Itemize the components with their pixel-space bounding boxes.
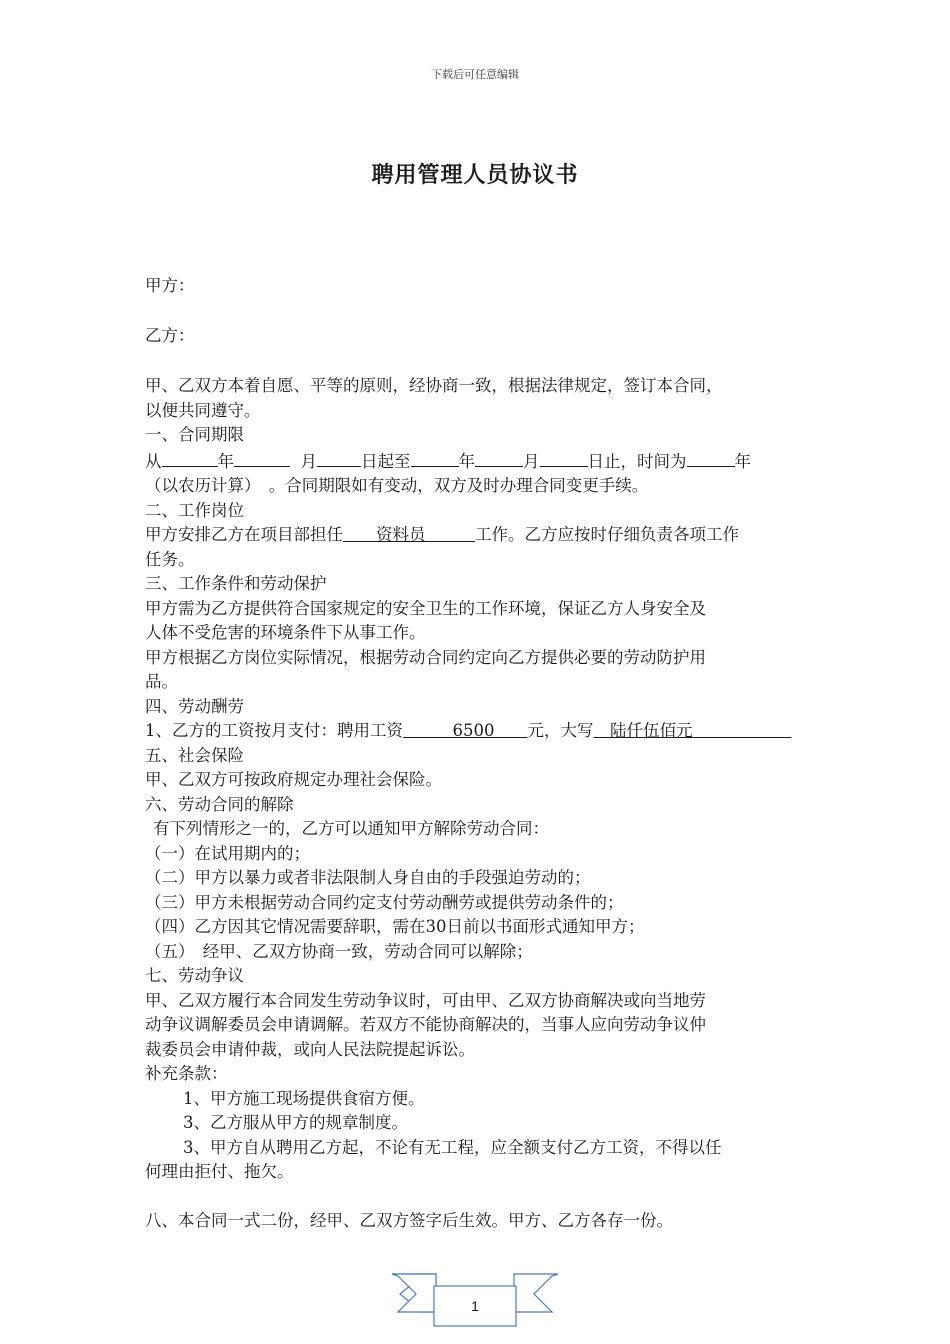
conditions-p1-line-2: 人体不受危害的环境条件下从事工作。 xyxy=(145,623,426,642)
party-a-label: 甲方： xyxy=(145,276,195,295)
section-5-title: 五、社会保险 xyxy=(145,745,244,765)
blank-end-month xyxy=(475,448,523,467)
salary-line xyxy=(145,719,810,744)
supplementary-item: 3、甲方自从聘用乙方起，不论有无工程，应全额支付乙方工资，不得以任 xyxy=(183,1137,722,1157)
salary-amount-uppercase: 陆仟伍佰元 xyxy=(593,721,792,740)
blank-start-day xyxy=(317,448,361,467)
position-line xyxy=(145,523,810,548)
term-year-3: 年 xyxy=(734,451,751,471)
section-7-title: 七、劳动争议 xyxy=(145,966,244,985)
page-number-ribbon xyxy=(390,1272,560,1344)
blank-start-month xyxy=(234,448,290,467)
term-day-from: 日起至 xyxy=(361,451,411,471)
section-6-title: 六、劳动合同的解除 xyxy=(145,794,294,814)
term-line-2: （以农历计算） 。合同期限如有变动，双方及时办理合同变更手续。 xyxy=(145,476,649,495)
blank-start-year xyxy=(162,448,218,467)
conditions-p2-line-1: 甲方根据乙方岗位实际情况，根据劳动合同约定向乙方提供必要的劳动防护用 xyxy=(145,647,706,667)
contract-body xyxy=(145,374,810,1233)
termination-item: （二）甲方以暴力或者非法限制人身自由的手段强迫劳动的； xyxy=(145,868,591,887)
salary-amount: 6500 xyxy=(403,721,528,740)
ribbon-left-fold xyxy=(392,1274,436,1312)
blank-end-year xyxy=(411,448,459,467)
intro-line-2: 以便共同遵守。 xyxy=(145,400,261,420)
section-8-line: 八、本合同一式二份，经甲、乙双方签字后生效。甲方、乙方各存一份。 xyxy=(145,1210,673,1230)
dispute-line-1: 甲、乙双方履行本合同发生劳动争议时，可由甲、乙双方协商解决或向当地劳 xyxy=(145,990,706,1010)
blank-end-day xyxy=(540,448,588,467)
termination-item: （三）甲方未根据劳动合同约定支付劳动酬劳或提供劳动条件的； xyxy=(145,892,624,912)
party-b-label: 乙方： xyxy=(145,326,195,345)
salary-text-b: 元，大写 xyxy=(527,721,594,740)
term-month-1: 月 xyxy=(300,451,317,471)
salary-text-a: 1、乙方的工资按月支付：聘用工资 xyxy=(145,721,403,740)
supplementary-item: 3、乙方服从甲方的规章制度。 xyxy=(183,1113,408,1132)
supplementary-item-cont: 何理由拒付、拖欠。 xyxy=(145,1162,294,1181)
conditions-p1-line-1: 甲方需为乙方提供符合国家规定的安全卫生的工作环境，保证乙方人身安全及 xyxy=(145,598,706,618)
term-year-1: 年 xyxy=(217,451,234,471)
termination-item: （四）乙方因其它情况需要辞职，需在30日前以书面形式通知甲方； xyxy=(145,917,645,936)
blank-duration xyxy=(687,448,735,467)
termination-intro: 有下列情形之一的，乙方可以通知甲方解除劳动合同： xyxy=(153,819,549,838)
supplementary-title: 补充条款： xyxy=(145,1064,228,1083)
dispute-line-2: 动争议调解委员会申请调解。若双方不能协商解决的，当事人应向劳动争议仲 xyxy=(145,1015,706,1034)
supplementary-item: 1、甲方施工现场提供食宿方便。 xyxy=(183,1088,425,1108)
section-4-title: 四、劳动酬劳 xyxy=(145,696,244,716)
insurance-line: 甲、乙双方可按政府规定办理社会保险。 xyxy=(145,770,442,789)
position-line-2: 任务。 xyxy=(145,549,195,569)
section-3-title: 三、工作条件和劳动保护 xyxy=(145,574,327,593)
position-text-a: 甲方安排乙方在项目部担任 xyxy=(145,525,343,544)
section-2-title: 二、工作岗位 xyxy=(145,500,244,520)
term-from: 从 xyxy=(145,451,162,471)
position-text-b: 工作。乙方应按时仔细负责各项工作 xyxy=(475,525,739,544)
term-month-2: 月 xyxy=(523,451,540,471)
position-value: 资料员 xyxy=(343,525,475,544)
dispute-line-3: 裁委员会申请仲裁，或向人民法院提起诉讼。 xyxy=(145,1039,475,1059)
section-1-title: 一、合同期限 xyxy=(145,425,244,444)
term-day-to: 日止，时间为 xyxy=(587,451,687,471)
header-note: 下载后可任意编辑 xyxy=(431,68,519,81)
termination-item: （一）在试用期内的； xyxy=(145,843,310,863)
conditions-p2-line-2: 品。 xyxy=(145,672,178,691)
ribbon-right-fold xyxy=(514,1274,558,1312)
document-title: 聘用管理人员协议书 xyxy=(371,162,579,188)
intro-line-1: 甲、乙双方本着自愿、平等的原则，经协商一致，根据法律规定，签订本合同， xyxy=(145,376,723,395)
term-year-2: 年 xyxy=(458,451,475,471)
page-number: 1 xyxy=(471,1298,479,1314)
term-line xyxy=(145,448,810,475)
termination-item: （五） 经甲、乙双方协商一致，劳动合同可以解除； xyxy=(145,941,533,961)
